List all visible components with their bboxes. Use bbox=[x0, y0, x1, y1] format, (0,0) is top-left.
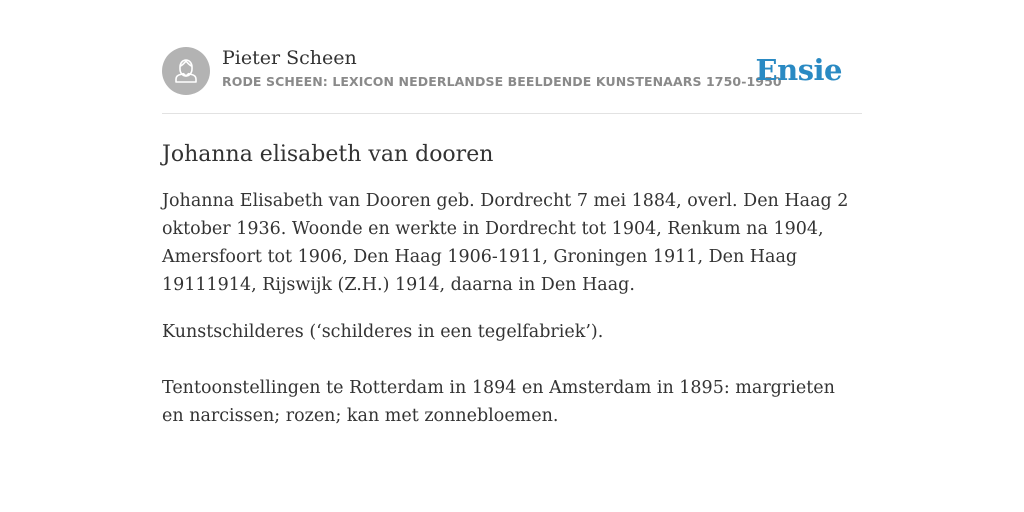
avatar[interactable] bbox=[162, 47, 210, 95]
brand-logo[interactable]: Ensie bbox=[755, 53, 842, 87]
user-icon bbox=[162, 47, 210, 95]
article-paragraph-exhibitions: Tentoonstellingen te Rotterdam in 1894 en Amsterdam in 1895: margrieten en narcissen; rozen; kan met zonnebloemen. bbox=[162, 378, 835, 426]
article-card bbox=[162, 44, 862, 430]
article-header bbox=[162, 44, 862, 114]
article-paragraph-biography: Johanna Elisabeth van Dooren geb. Dordrecht 7 mei 1884, overl. Den Haag 2 oktober 1936. Woonde en werkte in Dordrecht tot 1904, Renkum na 1904, Amersfoort tot 1906, Den Haag 1906-1911, Groningen 1911, Den Haag 19111914, Rijswijk (Z.H.) 1914, daarna in Den Haag. bbox=[162, 191, 849, 295]
article-title: Johanna elisabeth van dooren bbox=[162, 142, 494, 167]
source-title[interactable]: RODE SCHEEN: LEXICON NEDERLANDSE BEELDENDE KUNSTENAARS 1750-1950 bbox=[222, 74, 782, 89]
article-paragraph-profession: Kunstschilderes (‘schilderes in een tegelfabriek’). bbox=[162, 322, 604, 342]
author-name[interactable]: Pieter Scheen bbox=[222, 47, 357, 69]
